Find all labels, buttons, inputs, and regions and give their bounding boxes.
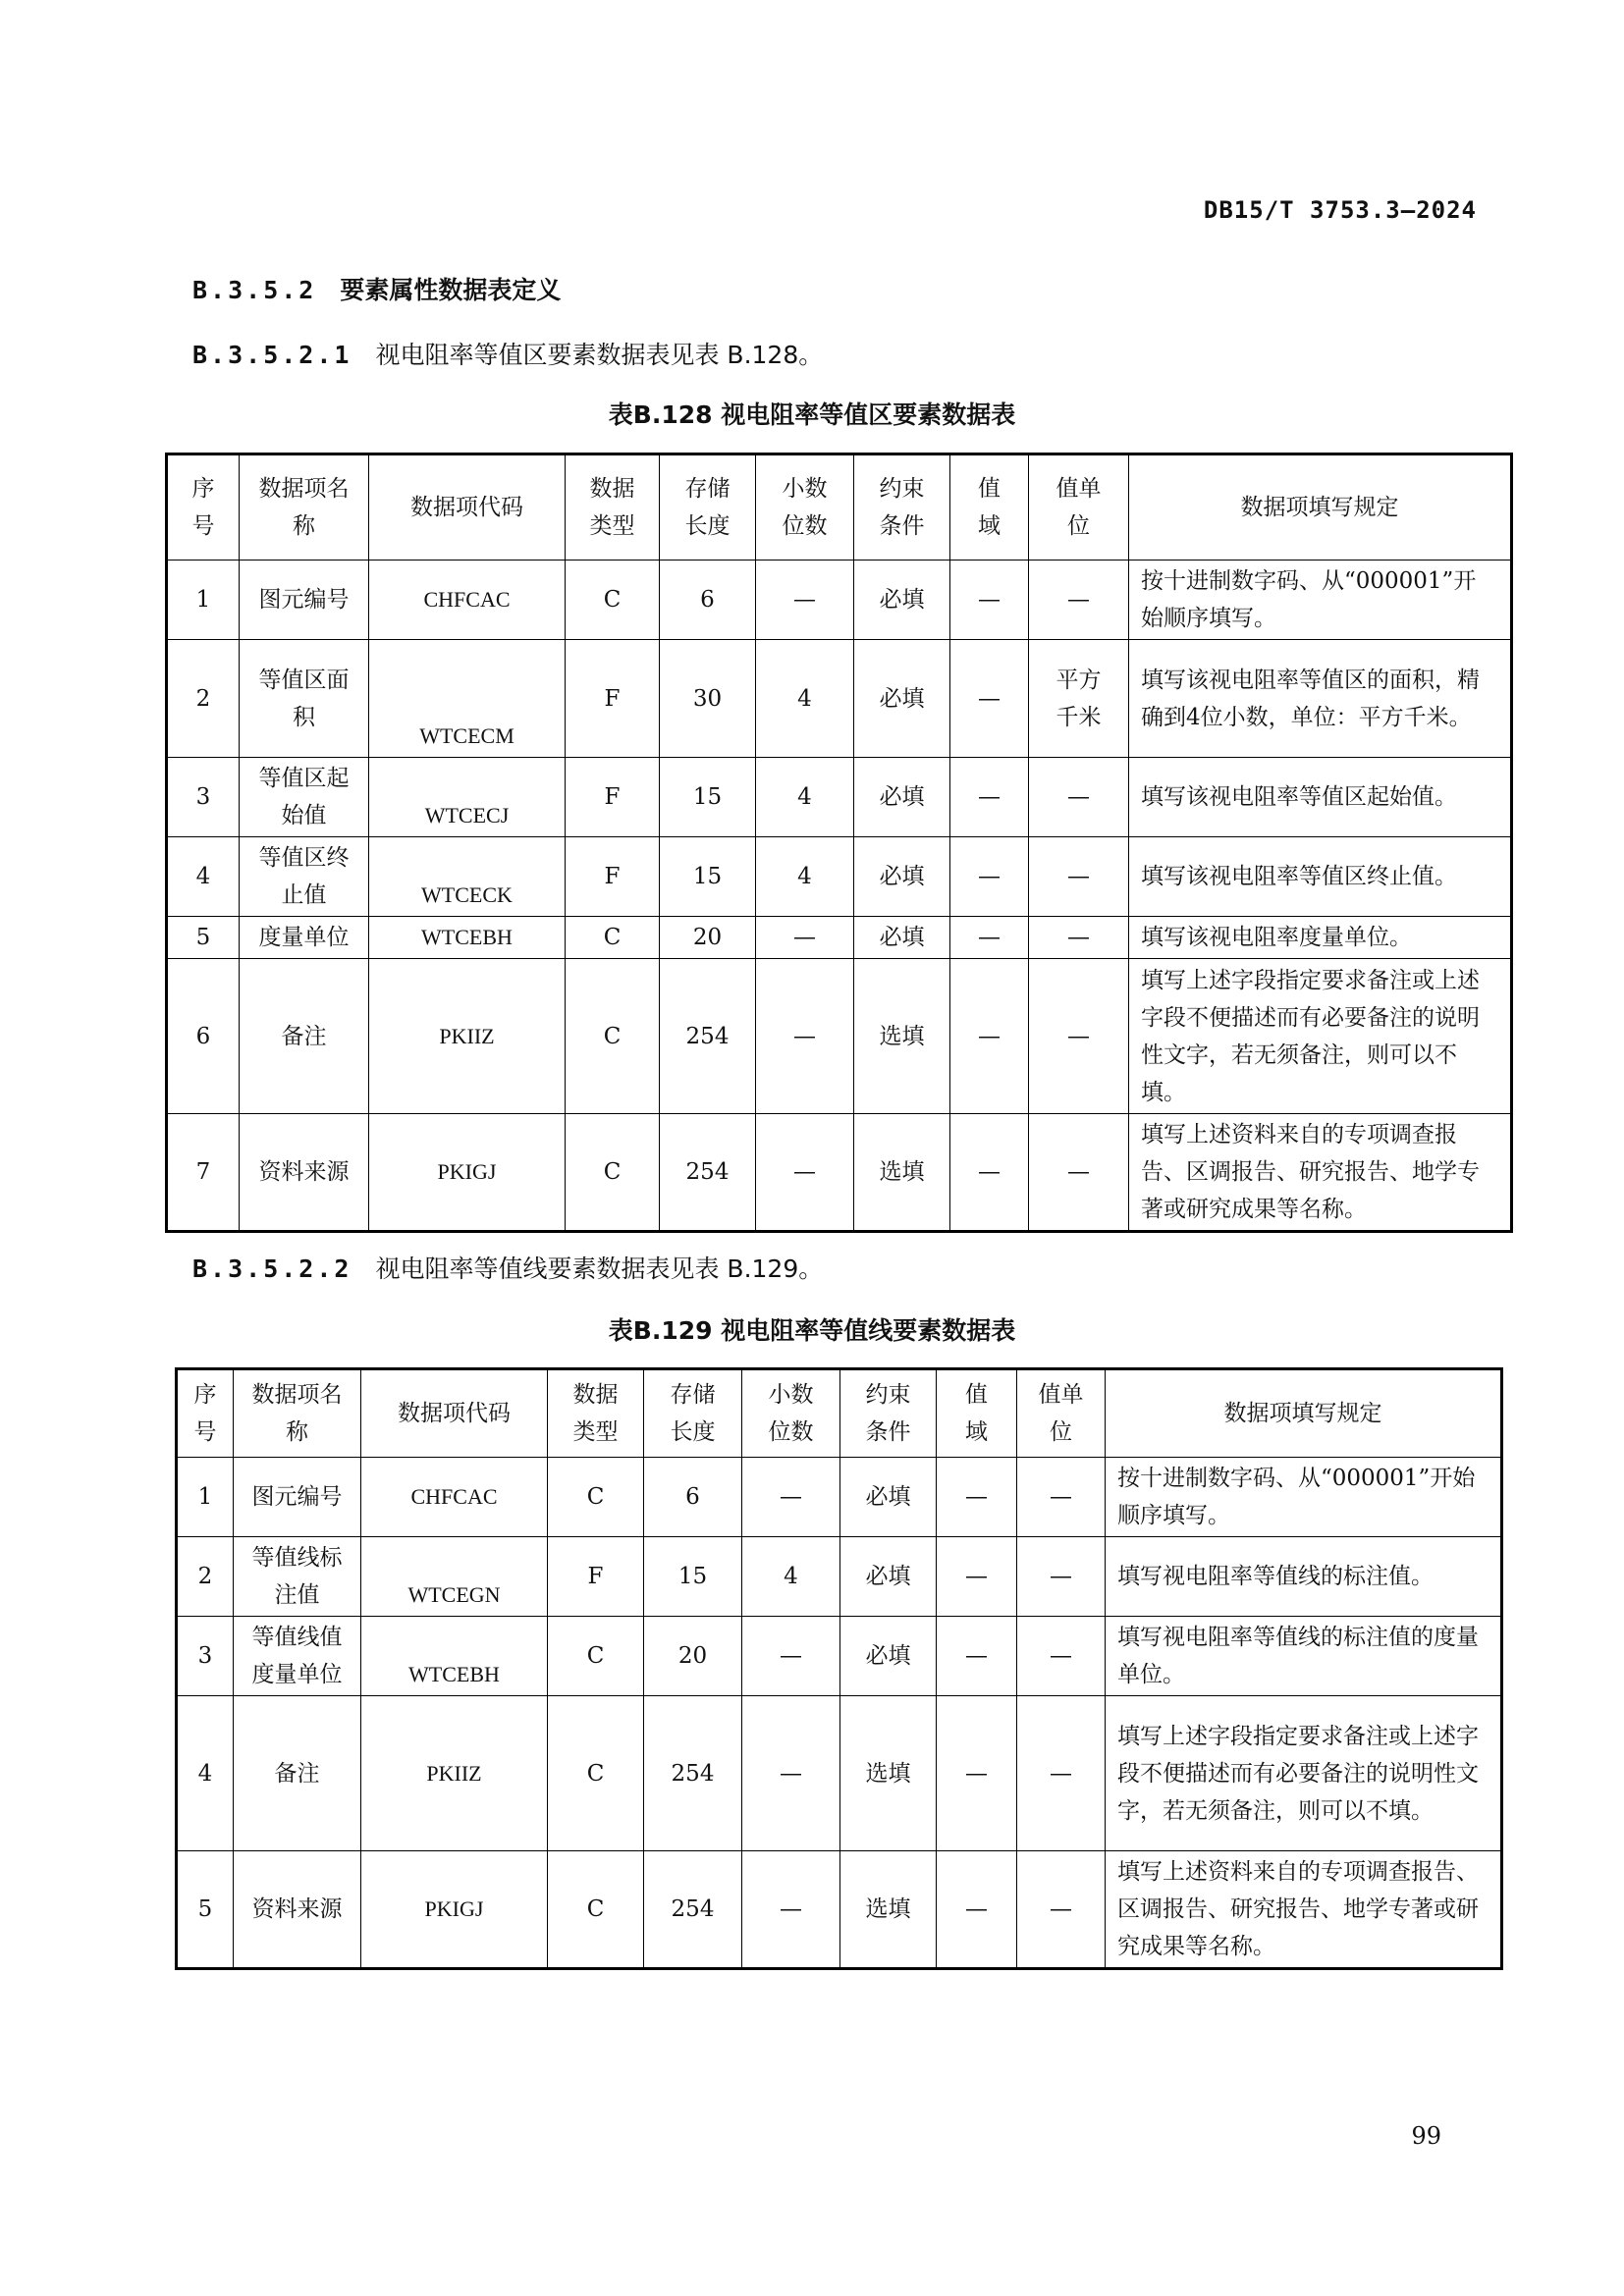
cell-data-type: F: [566, 758, 660, 837]
section-number: B.3.5.2: [192, 276, 317, 304]
header-domain: 值域: [950, 454, 1029, 561]
cell-storage-length: 254: [644, 1696, 742, 1851]
table-b128: [165, 453, 1513, 1233]
cell-constraint: 必填: [840, 1537, 937, 1617]
cell-storage-length: 6: [660, 561, 756, 640]
cell-unit: —: [1017, 1537, 1106, 1617]
cell-item-name: 等值线标注值: [234, 1537, 361, 1617]
subsection-1-text: 视电阻率等值区要素数据表见表 B.128。: [375, 341, 824, 369]
cell-decimal-places: —: [756, 1114, 854, 1232]
table-row: [177, 1617, 1502, 1696]
subsection-1-heading: [192, 336, 823, 371]
cell-data-type: F: [566, 837, 660, 917]
section-heading: [192, 271, 561, 306]
cell-seq: 3: [167, 758, 240, 837]
cell-fill-rule: 填写视电阻率等值线的标注值。: [1106, 1537, 1502, 1617]
header-item-code: 数据项代码: [361, 1369, 548, 1458]
cell-seq: 4: [177, 1696, 234, 1851]
cell-decimal-places: —: [742, 1458, 840, 1537]
cell-item-name: 图元编号: [234, 1458, 361, 1537]
cell-item-name: 备注: [234, 1696, 361, 1851]
cell-item-code: PKIGJ: [361, 1851, 548, 1969]
cell-item-code: WTCECK: [369, 837, 566, 917]
cell-seq: 5: [177, 1851, 234, 1969]
cell-item-name: 等值区起始值: [240, 758, 369, 837]
table-row: [177, 1851, 1502, 1969]
header-unit: 值单位: [1029, 454, 1129, 561]
header-fill-rule: 数据项填写规定: [1129, 454, 1512, 561]
cell-storage-length: 254: [644, 1851, 742, 1969]
cell-domain: —: [937, 1696, 1017, 1851]
header-data-type: 数据类型: [566, 454, 660, 561]
cell-data-type: F: [548, 1537, 644, 1617]
cell-storage-length: 6: [644, 1458, 742, 1537]
cell-unit: —: [1017, 1458, 1106, 1537]
table-row: [177, 1537, 1502, 1617]
header-seq: 序号: [167, 454, 240, 561]
table-row: [177, 1458, 1502, 1537]
cell-data-type: C: [566, 561, 660, 640]
cell-fill-rule: 填写上述资料来自的专项调查报告、区调报告、研究报告、地学专著或研究成果等名称。: [1106, 1851, 1502, 1969]
cell-constraint: 必填: [854, 837, 950, 917]
cell-constraint: 必填: [840, 1458, 937, 1537]
cell-decimal-places: 4: [756, 640, 854, 758]
table-row: [167, 640, 1512, 758]
header-item-code: 数据项代码: [369, 454, 566, 561]
table-2-caption: 表B.129 视电阻率等值线要素数据表: [608, 1316, 1016, 1345]
cell-unit: —: [1017, 1851, 1106, 1969]
cell-seq: 3: [177, 1617, 234, 1696]
page-number: 99: [1411, 2122, 1441, 2150]
table-header-row: [167, 454, 1512, 561]
cell-decimal-places: —: [742, 1851, 840, 1969]
header-domain: 值域: [937, 1369, 1017, 1458]
cell-unit: —: [1029, 561, 1129, 640]
cell-fill-rule: 填写该视电阻率等值区终止值。: [1129, 837, 1512, 917]
cell-storage-length: 30: [660, 640, 756, 758]
cell-seq: 2: [167, 640, 240, 758]
cell-seq: 1: [167, 561, 240, 640]
header-storage-length: 存储长度: [660, 454, 756, 561]
table-1-caption: 表B.128 视电阻率等值区要素数据表: [608, 400, 1016, 429]
table-row: [167, 561, 1512, 640]
cell-item-name: 备注: [240, 959, 369, 1114]
cell-data-type: C: [566, 917, 660, 959]
table-row: [177, 1696, 1502, 1851]
cell-decimal-places: —: [756, 917, 854, 959]
section-title: 要素属性数据表定义: [340, 276, 562, 304]
cell-domain: —: [950, 837, 1029, 917]
cell-data-type: C: [548, 1458, 644, 1537]
cell-item-code: WTCEBH: [369, 917, 566, 959]
table-b129: [175, 1367, 1503, 1970]
cell-data-type: C: [548, 1851, 644, 1969]
cell-unit: —: [1029, 837, 1129, 917]
cell-domain: —: [937, 1458, 1017, 1537]
header-unit: 值单位: [1017, 1369, 1106, 1458]
cell-fill-rule: 填写上述资料来自的专项调查报告、区调报告、研究报告、地学专著或研究成果等名称。: [1129, 1114, 1512, 1232]
cell-data-type: C: [566, 959, 660, 1114]
cell-item-name: 等值区终止值: [240, 837, 369, 917]
cell-fill-rule: 填写该视电阻率等值区的面积，精确到4位小数，单位：平方千米。: [1129, 640, 1512, 758]
cell-domain: —: [950, 959, 1029, 1114]
cell-item-name: 图元编号: [240, 561, 369, 640]
table-row: [167, 917, 1512, 959]
cell-constraint: 选填: [840, 1851, 937, 1969]
cell-data-type: C: [548, 1696, 644, 1851]
cell-unit: —: [1029, 917, 1129, 959]
subsection-1-number: B.3.5.2.1: [192, 341, 352, 369]
cell-unit: 平方千米: [1029, 640, 1129, 758]
header-fill-rule: 数据项填写规定: [1106, 1369, 1502, 1458]
table-row: [167, 959, 1512, 1114]
header-decimal-places: 小数位数: [742, 1369, 840, 1458]
cell-domain: —: [950, 917, 1029, 959]
cell-storage-length: 254: [660, 1114, 756, 1232]
header-storage-length: 存储长度: [644, 1369, 742, 1458]
cell-item-code: CHFCAC: [369, 561, 566, 640]
cell-unit: —: [1029, 959, 1129, 1114]
cell-item-code: CHFCAC: [361, 1458, 548, 1537]
cell-fill-rule: 填写视电阻率等值线的标注值的度量单位。: [1106, 1617, 1502, 1696]
cell-item-code: PKIIZ: [369, 959, 566, 1114]
subsection-2-number: B.3.5.2.2: [192, 1255, 352, 1283]
table-row: [167, 758, 1512, 837]
cell-fill-rule: 填写该视电阻率等值区起始值。: [1129, 758, 1512, 837]
cell-unit: —: [1029, 758, 1129, 837]
header-constraint: 约束条件: [840, 1369, 937, 1458]
cell-decimal-places: —: [756, 959, 854, 1114]
cell-item-code: WTCECM: [369, 640, 566, 758]
cell-constraint: 选填: [854, 959, 950, 1114]
cell-seq: 4: [167, 837, 240, 917]
cell-constraint: 选填: [840, 1696, 937, 1851]
cell-fill-rule: 填写该视电阻率度量单位。: [1129, 917, 1512, 959]
cell-fill-rule: 按十进制数字码、从“000001”开始顺序填写。: [1106, 1458, 1502, 1537]
cell-decimal-places: 4: [742, 1537, 840, 1617]
header-item-name: 数据项名称: [234, 1369, 361, 1458]
table-row: [167, 837, 1512, 917]
table-row: [167, 1114, 1512, 1232]
cell-seq: 2: [177, 1537, 234, 1617]
cell-decimal-places: 4: [756, 837, 854, 917]
header-seq: 序号: [177, 1369, 234, 1458]
cell-storage-length: 20: [644, 1617, 742, 1696]
cell-constraint: 必填: [854, 561, 950, 640]
cell-domain: —: [937, 1851, 1017, 1969]
cell-constraint: 必填: [854, 758, 950, 837]
cell-seq: 5: [167, 917, 240, 959]
cell-constraint: 必填: [840, 1617, 937, 1696]
cell-fill-rule: 填写上述字段指定要求备注或上述字段不便描述而有必要备注的说明性文字，若无须备注，则可以不填。: [1106, 1696, 1502, 1851]
cell-unit: —: [1017, 1617, 1106, 1696]
cell-unit: —: [1029, 1114, 1129, 1232]
cell-unit: —: [1017, 1696, 1106, 1851]
cell-storage-length: 15: [660, 758, 756, 837]
cell-item-name: 等值线值度量单位: [234, 1617, 361, 1696]
cell-decimal-places: —: [742, 1617, 840, 1696]
cell-decimal-places: 4: [756, 758, 854, 837]
cell-item-name: 资料来源: [234, 1851, 361, 1969]
cell-fill-rule: 填写上述字段指定要求备注或上述字段不便描述而有必要备注的说明性文字，若无须备注，则可以不填。: [1129, 959, 1512, 1114]
cell-seq: 6: [167, 959, 240, 1114]
header-decimal-places: 小数位数: [756, 454, 854, 561]
cell-constraint: 必填: [854, 640, 950, 758]
subsection-2-heading: [192, 1250, 823, 1285]
document-code: DB15/T 3753.3—2024: [1203, 196, 1477, 224]
cell-item-code: PKIIZ: [361, 1696, 548, 1851]
cell-item-code: WTCECJ: [369, 758, 566, 837]
cell-domain: —: [937, 1537, 1017, 1617]
table-header-row: [177, 1369, 1502, 1458]
subsection-2-text: 视电阻率等值线要素数据表见表 B.129。: [375, 1255, 824, 1283]
cell-seq: 7: [167, 1114, 240, 1232]
cell-storage-length: 20: [660, 917, 756, 959]
cell-domain: —: [950, 1114, 1029, 1232]
header-data-type: 数据类型: [548, 1369, 644, 1458]
cell-seq: 1: [177, 1458, 234, 1537]
cell-storage-length: 15: [644, 1537, 742, 1617]
cell-constraint: 必填: [854, 917, 950, 959]
cell-fill-rule: 按十进制数字码、从“000001”开始顺序填写。: [1129, 561, 1512, 640]
cell-item-code: WTCEBH: [361, 1617, 548, 1696]
cell-item-code: PKIGJ: [369, 1114, 566, 1232]
cell-decimal-places: —: [756, 561, 854, 640]
cell-domain: —: [937, 1617, 1017, 1696]
cell-domain: —: [950, 758, 1029, 837]
cell-storage-length: 15: [660, 837, 756, 917]
cell-domain: —: [950, 561, 1029, 640]
cell-item-name: 度量单位: [240, 917, 369, 959]
cell-storage-length: 254: [660, 959, 756, 1114]
cell-item-name: 资料来源: [240, 1114, 369, 1232]
cell-data-type: C: [566, 1114, 660, 1232]
cell-decimal-places: —: [742, 1696, 840, 1851]
cell-constraint: 选填: [854, 1114, 950, 1232]
cell-data-type: F: [566, 640, 660, 758]
header-item-name: 数据项名称: [240, 454, 369, 561]
cell-domain: —: [950, 640, 1029, 758]
header-constraint: 约束条件: [854, 454, 950, 561]
cell-data-type: C: [548, 1617, 644, 1696]
cell-item-code: WTCEGN: [361, 1537, 548, 1617]
cell-item-name: 等值区面积: [240, 640, 369, 758]
